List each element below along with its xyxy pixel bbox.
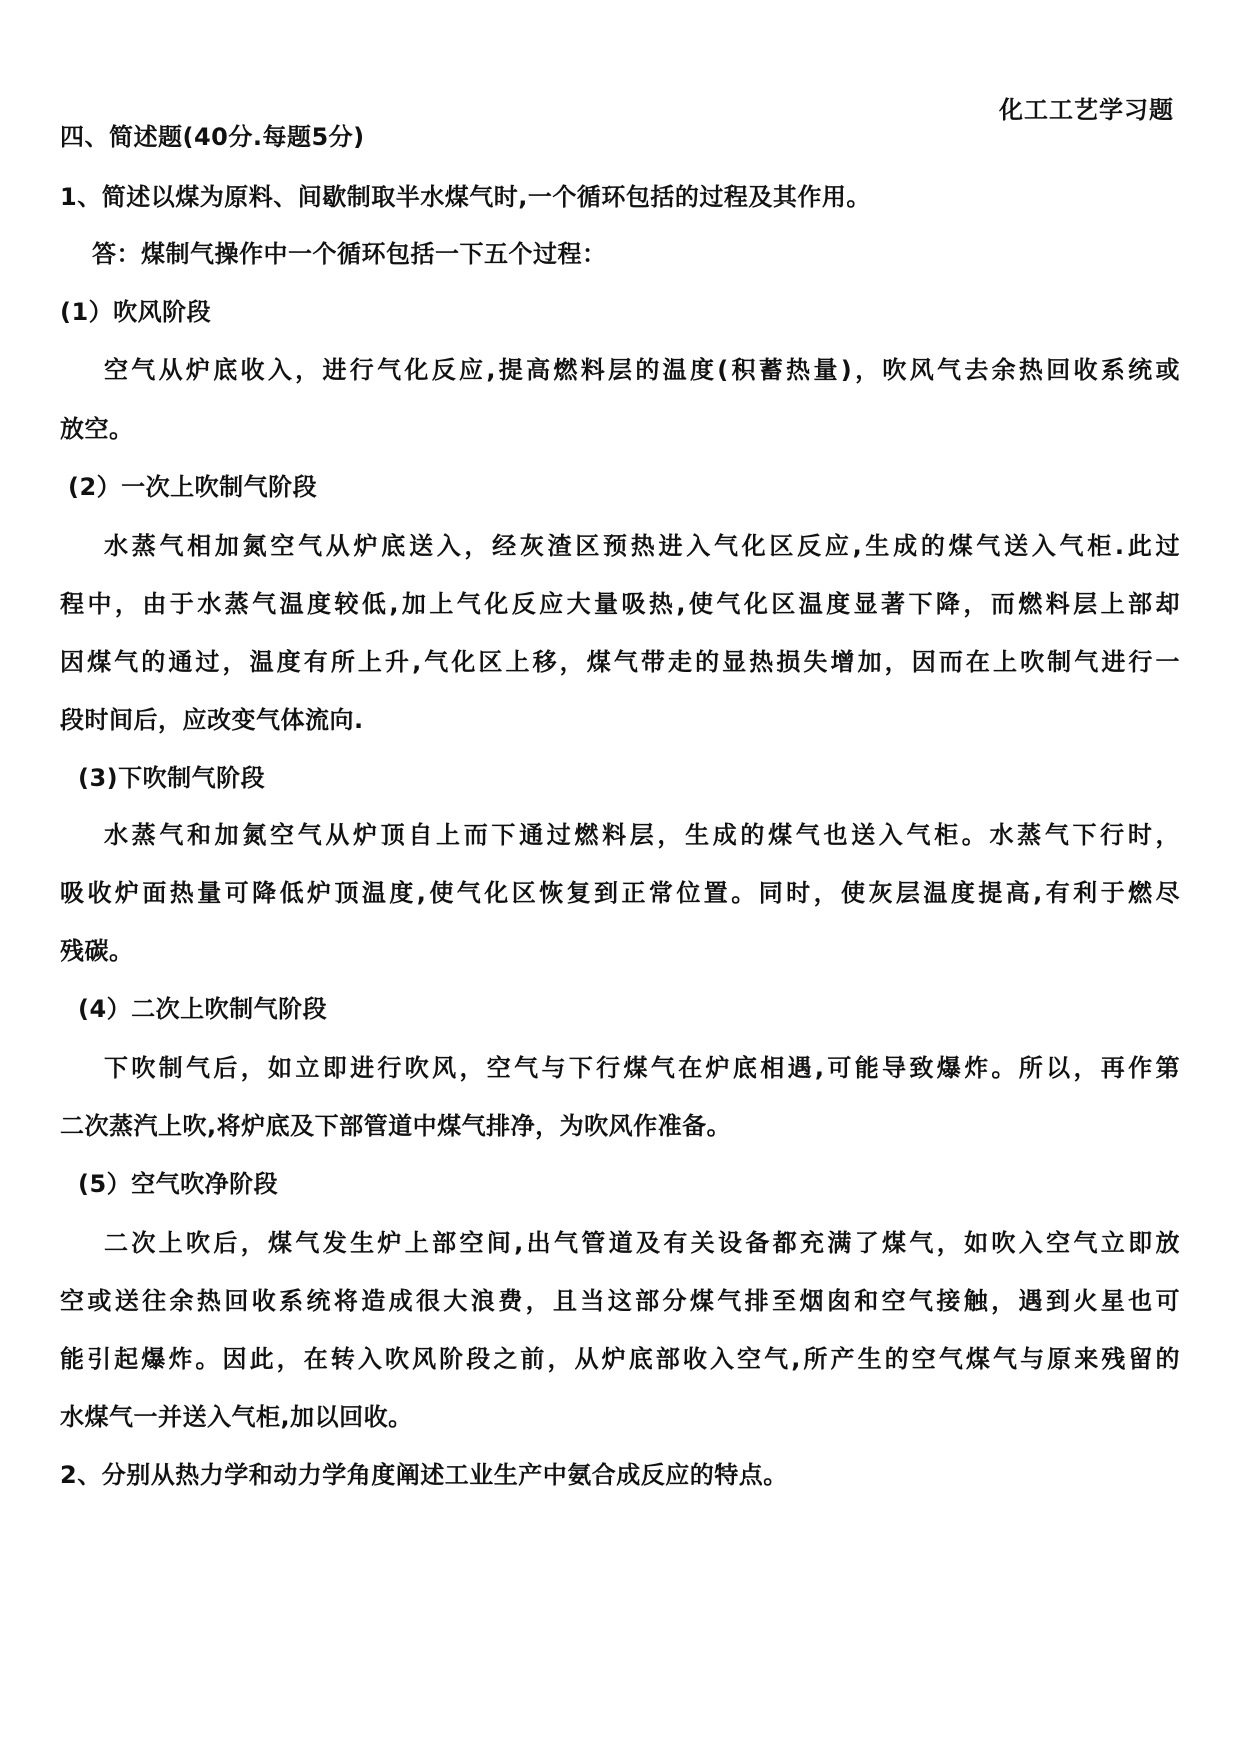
- stage-1-line: 放空。: [60, 415, 134, 443]
- question-2: 2、分别从热力学和动力学角度阐述工业生产中氨合成反应的特点。: [60, 1461, 788, 1489]
- stage-4-line: 下吹制气后，如立即进行吹风，空气与下行煤气在炉底相遇,可能导致爆炸。所以，再作第: [104, 1054, 1180, 1082]
- stage-4-line: 二次蒸汽上吹,将炉底及下部管道中煤气排净，为吹风作准备。: [60, 1112, 732, 1140]
- stage-5-line: 空或送往余热回收系统将造成很大浪费，且当这部分煤气排至烟囱和空气接触，遇到火星也可: [60, 1287, 1180, 1315]
- stage-5-line: 二次上吹后，煤气发生炉上部空间,出气管道及有关设备都充满了煤气，如吹入空气立即放: [104, 1229, 1180, 1257]
- stage-5-title: (5）空气吹净阶段: [78, 1170, 279, 1198]
- stage-2-line: 段时间后，应改变气体流向.: [60, 706, 364, 734]
- stage-2-title: (2）一次上吹制气阶段: [68, 473, 318, 501]
- stage-3-line: 吸收炉面热量可降低炉顶温度,使气化区恢复到正常位置。同时，使灰层温度提高,有利于燃尽: [60, 879, 1180, 907]
- stage-5-line: 水煤气一并送入气柜,加以回收。: [60, 1403, 413, 1431]
- stage-2-line: 因煤气的通过，温度有所上升,气化区上移，煤气带走的显热损失增加，因而在上吹制气进行一: [60, 648, 1180, 676]
- stage-3-title: (3)下吹制气阶段: [78, 764, 266, 792]
- stage-1-line: 空气从炉底收入，进行气化反应,提高燃料层的温度(积蓄热量)，吹风气去余热回收系统或: [104, 356, 1180, 384]
- stage-2-line: 程中，由于水蒸气温度较低,加上气化反应大量吸热,使气化区温度显著下降，而燃料层上部却: [60, 590, 1180, 618]
- page-header-title: 化工工艺学习题: [999, 96, 1174, 124]
- stage-4-title: (4）二次上吹制气阶段: [78, 995, 328, 1023]
- section-title: 四、简述题(40分.每题5分): [60, 123, 365, 151]
- stage-1-title: (1）吹风阶段: [60, 298, 212, 326]
- stage-3-line: 残碳。: [60, 937, 134, 965]
- stage-2-line: 水蒸气相加氮空气从炉底送入，经灰渣区预热进入气化区反应,生成的煤气送入气柜.此过: [104, 532, 1180, 560]
- stage-5-line: 能引起爆炸。因此，在转入吹风阶段之前，从炉底部收入空气,所产生的空气煤气与原来残留的: [60, 1345, 1180, 1373]
- stage-3-line: 水蒸气和加氮空气从炉顶自上而下通过燃料层，生成的煤气也送入气柜。水蒸气下行时，: [104, 821, 1180, 849]
- answer-intro: 答：煤制气操作中一个循环包括一下五个过程：: [92, 240, 607, 268]
- question-1: 1、简述以煤为原料、间歇制取半水煤气时,一个循环包括的过程及其作用。: [60, 183, 871, 211]
